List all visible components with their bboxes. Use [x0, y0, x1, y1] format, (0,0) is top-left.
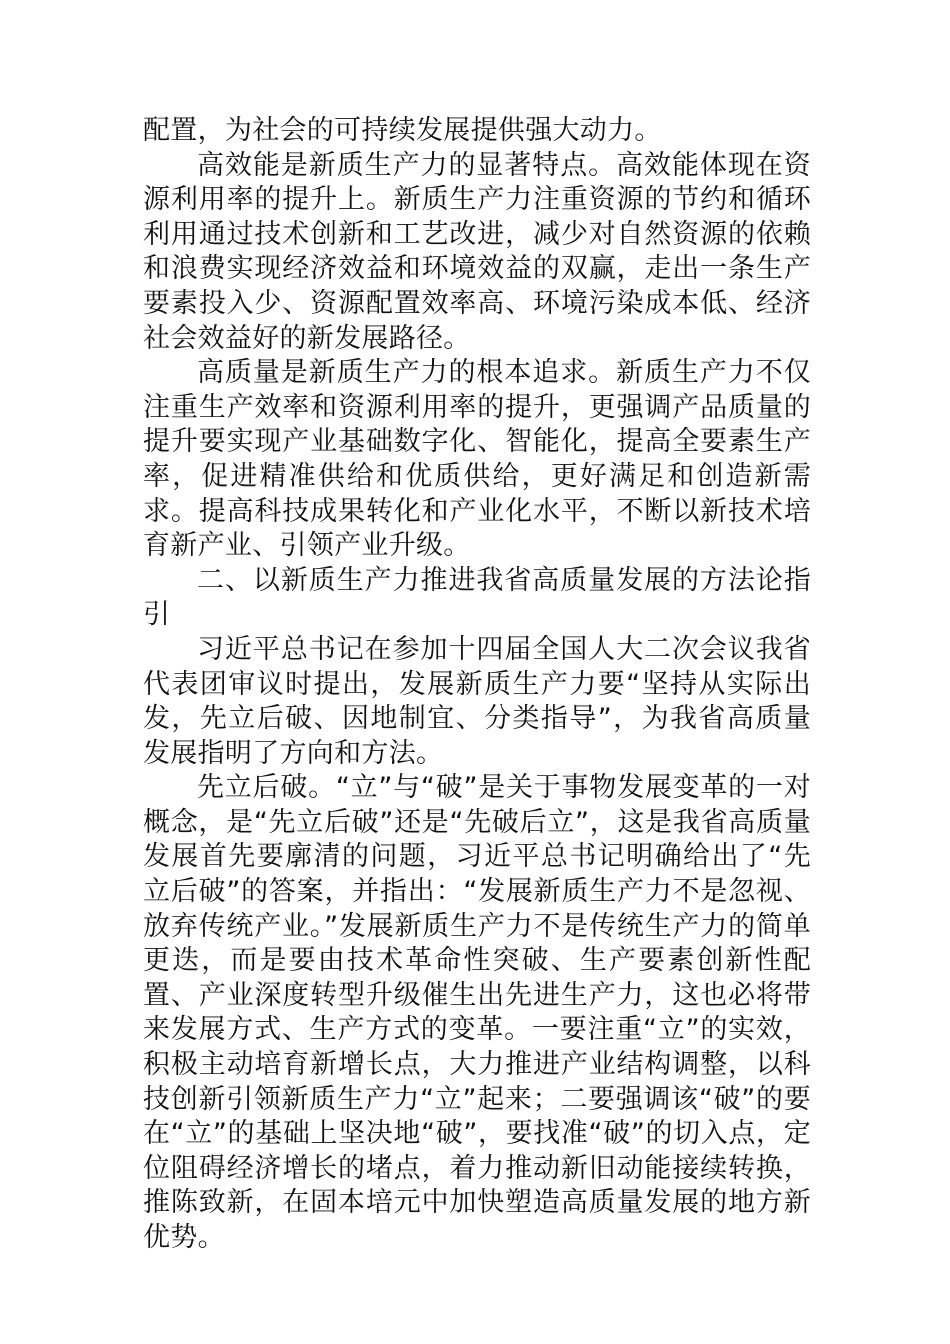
paragraph-xi-remarks: 习近平总书记在参加十四届全国人大二次会议我省代表团审议时提出，发展新质生产力要“坚持从实际出发，先立后破、因地制宜、分类指导”，为我省高质量发展指明了方向和方法。: [143, 633, 811, 769]
paragraph-high-efficiency: 高效能是新质生产力的显著特点。高效能体现在资源利用率的提升上。新质生产力注重资源的节约和循环利用通过技术创新和工艺改进，减少对自然资源的依赖和浪费实现经济效益和环境效益的双赢，走出一条生产要素投入少、资源配置效率高、环境污染成本低、经济社会效益好的新发展路径。: [143, 149, 811, 354]
paragraph-continuation: 配置，为社会的可持续发展提供强大动力。: [143, 115, 662, 146]
paragraph-high-quality: 高质量是新质生产力的根本追求。新质生产力不仅注重生产效率和资源利用率的提升，更强调产品质量的提升要实现产业基础数字化、智能化，提高全要素生产率，促进精准供给和优质供给，更好满足和创造新需求。提高科技成果转化和产业化水平，不断以新技术培育新产业、引领产业升级。: [143, 357, 811, 562]
paragraph-establish-before-break: 先立后破。“立”与“破”是关于事物发展变革的一对概念，是“先立后破”还是“先破后立”，这是我省高质量发展首先要廓清的问题，习近平总书记明确给出了“先立后破”的答案，并指出：“发展新质生产力不是忽视、放弃传统产业。”发展新质生产力不是传统生产力的简单更迭，而是要由技术革命性突破、生产要素创新性配置、产业深度转型升级催生出先进生产力，这也必将带来发展方式、生产方式的变革。一要注重“立”的实效，积极主动培育新增长点，大力推进产业结构调整，以科技创新引领新质生产力“立”起来；二要强调该“破”的要在“立”的基础上坚决地“破”，要找准“破”的切入点，定位阻碍经济增长的堵点，着力推动新旧动能接续转换，推陈致新，在固本培元中加快塑造高质量发展的地方新优势。: [143, 772, 811, 1253]
document-body: [143, 114, 811, 1256]
section-heading-methodology: 二、以新质生产力推进我省高质量发展的方法论指引: [143, 564, 811, 631]
